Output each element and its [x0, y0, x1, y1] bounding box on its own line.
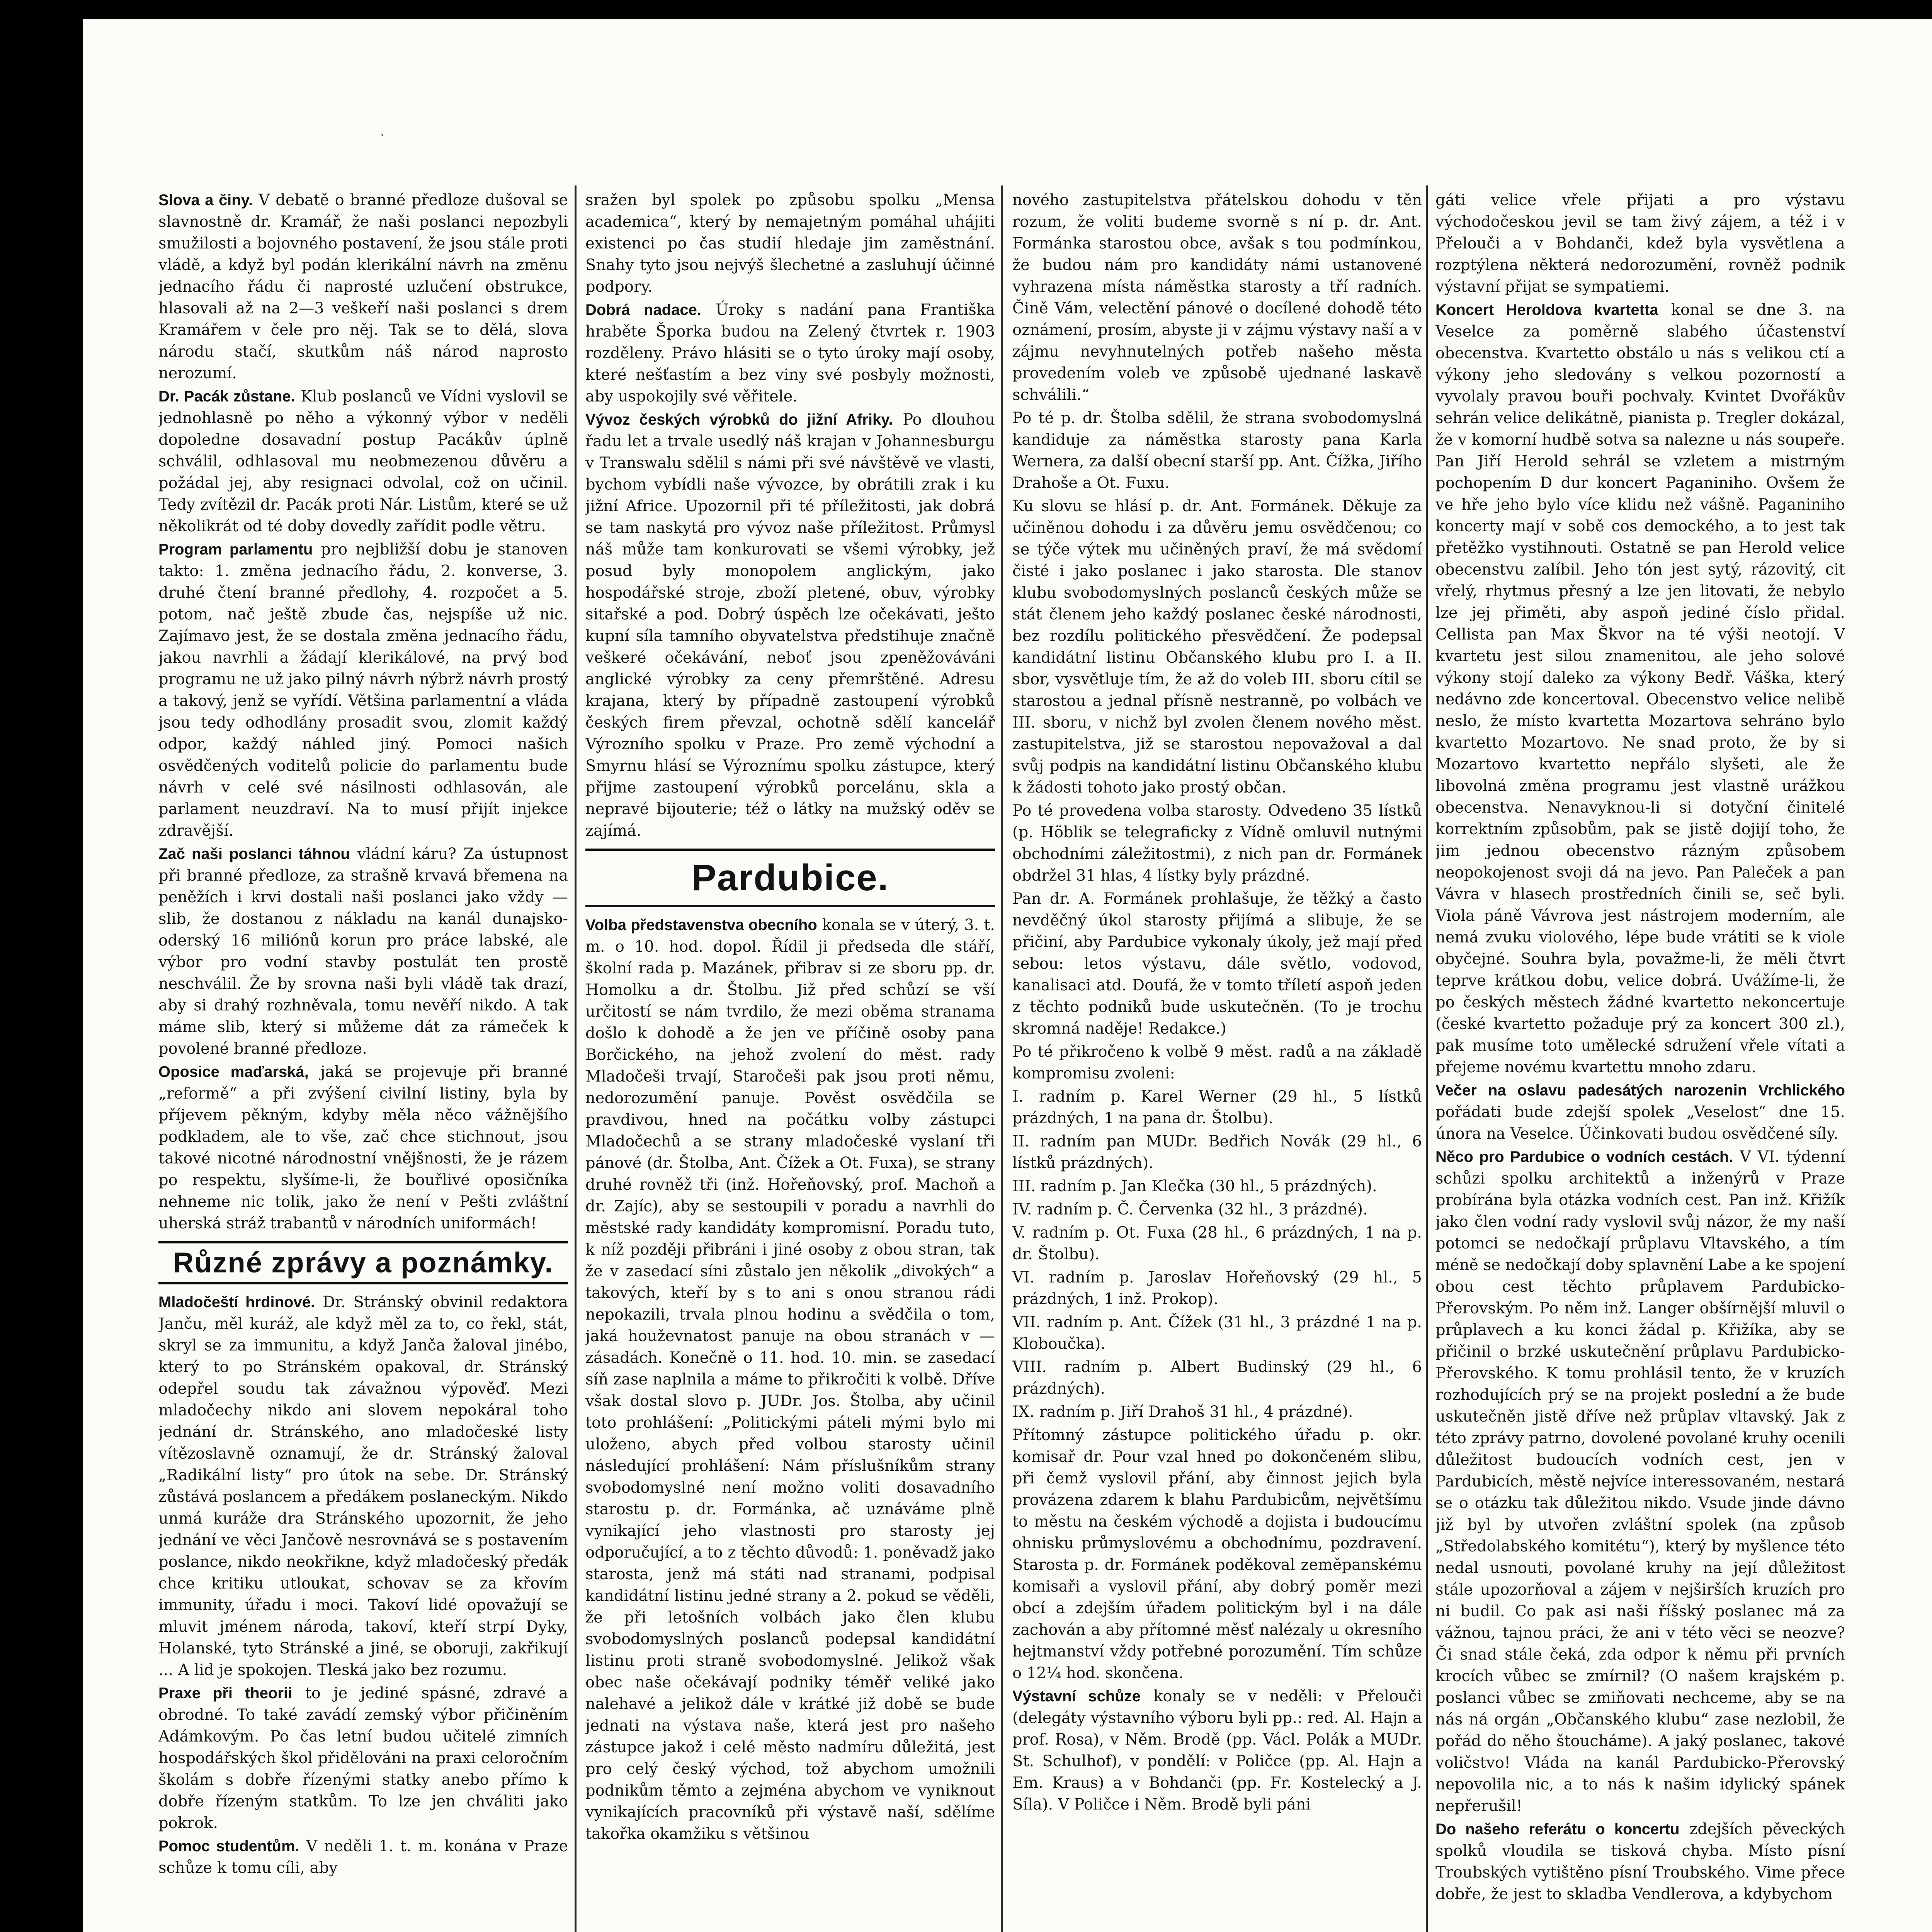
column-4 [1435, 189, 1845, 1932]
article-paragraph [585, 409, 995, 842]
article-paragraph [1012, 1131, 1422, 1174]
section-heading: Různé zprávy a poznámky. [158, 1241, 568, 1284]
newspaper-page [83, 19, 1932, 1932]
article-text: pořádati bude zdejší spolek „Veselost“ dne 15. února na Veselce. Účinkovati budou osvědčené síly. [1435, 1103, 1845, 1143]
article-paragraph [585, 299, 995, 407]
article-text: Po dlouhou řadu let a trvale usedlý náš krajan v Johannesburgu v Transwalu sdělil s námi při své návštěvě ve vlasti, bychom vybídli naše vývozce, by obrátili zrak i ku jižní Africe. Upozornil při té příležitosti, jak dobrá se tam naskytá pro vývoz naše příležitost. Průmysl náš může tam konkurovati se všemi výrobky, jež posud byly monopolem anglickým, jako hospodářské stroje, zboží pletené, obuv, výrobky sitařské a pod. Dobrý úspěch lze očekávati, ješto kupní síla tamního obyvatelstva předstihuje značně veškeré očekávání, neboť jsou zpeněžováváni anglické výrobky za ceny přemrštěné. Adresu krajana, který by případně zastoupení výrobků českých firem převzal, ochotně sdělí kancelář Výrozního spolku v Praze. Pro země východní a Smyrnu hlásí se Výroznímu spolku zástupce, který přijme zastoupení výrobků porcelánu, skla a nepravé bijouterie; též o látky na mužský oděv se zajímá. [585, 411, 995, 840]
article-paragraph [1435, 1080, 1845, 1145]
article-paragraph [1012, 1401, 1422, 1423]
article-text: konal se dne 3. na Veselce za poměrně slabého účastenství obecenstva. Kvartetto obstálo u nás s velikou ctí a výkony jeho sledovány s velkou pozorností a vyvolaly pravou bouři pochvaly. Kvintet Dvořákův sehrán velice delikátně, pianista p. Tregler dokázal, že v komorní hudbě sotva sa nalezne u nás soupeře. Pan Jiří Herold sehrál se vzletem a mistrným pochopením D dur koncert Paganiniho. Ovšem že ve hře jeho bylo více klidu než vášně. Paganiniho koncerty mají v sobě cos demockého, a to jest tak přetěžko vystihnouti. Ostatně se pan Herold velice obecenstvu zalíbil. Jeho tón jest sytý, rázovitý, cit vřelý, rhytmus přesný a lze jen litovati, že nebylo lze jej přiměti, aby aspoň jediné číslo přidal. Cellista pan Max Škvor na té výši neotojí. V kvartetu jest silou znamenitou, ale jeho solové výkony stojí daleko za výkony Bedř. Váška, který nedávno zde koncertoval. Obecenstvo velice nelibě neslo, že místo kvartetta Mozartova sehráno bylo kvartetto Mozartovo. Ne snad proto, že by si Mozartovo kvartetto nepřálo slyšeti, ale že libovolná změna programu jest vlastně urážkou obecenstva. Nenavyknou-li si dotyční činitelé korrektním způsobům, pak se jistě dojijí toho, že jim jednou obecenstvo rázným způsobem neopokojenost svoji dá na jevo. Pan Paleček a pan Vávra v hlasech prostředních činili se, seč byli. Viola páně Vávrova jest nástrojem moderním, ale nemá zvuku violového, lépe bude vrátiti se k viole obyčejné. Souhra byla, považme-li, že měli čtvrt teprve krátkou dobu, velice dobrá. Uvážíme-li, že po českých městech žádné kvartetto nekoncertuje (české kvartetto požaduje prý za koncert 300 zl.), pak musíme toto umělecké sdružení vřele vítati a přejeme novému kvartettu mnoho zdaru. [1435, 301, 1845, 1076]
article-text: vládní káru? Za ústupnost při branné předloze, za strašně krvavá břemena na peněžích i krvi dostali naši poslanci jako vždy — slib, že dostanou z nákladu na kanál dunajsko-oderský 16 miliónů korun pro práce labské, ale výbor pro vodní stavby postulát ten prostě neschválil. Že by srovna naši byli vládě tak drazí, aby si drahý rozhněvala, tomu nevěří nikdo. A tak máme slib, který si můžeme dát za rámeček k povolené branné předloze. [158, 845, 568, 1058]
article-text: Klub poslanců ve Vídni vyslovil se jednohlasně po něho a výkonný výbor v neděli dopoledne dosavadní postup Pacákův úplně schválil, odhlasoval mu neobmezenou důvěru a požádal jej, aby resignaci odvolal, což on učinil. Tedy zvítězil dr. Pacák proti Nár. Listům, které se už několikrát od té doby dovedly zařídit podle větru. [158, 388, 568, 535]
article-headline: Dobrá nadace. [585, 301, 701, 318]
article-headline: Volba představenstva obecního [585, 917, 817, 934]
article-paragraph [1012, 189, 1422, 406]
column-rule [575, 185, 577, 1932]
article-text: Úroky s nadání pana Františka hraběte Šporka budou na Zelený čtvrtek r. 1903 rozděleny. Právo hlásiti se o tyto úroky mají osoby, které nešťastím a bez viny své posbyly možnosti, aby uspokojily své věřitele. [585, 301, 995, 405]
article-text: nového zastupitelstva přátelskou dohodu v těn rozum, že voliti budeme svorně s ní p. dr. Ant. Formánka starostou obce, avšak s tou podmínkou, že budou nám pro kandidáty námi ustanovené vyhrazena místa náměstka starosty a tří radních. Čině Vám, velectění pánové o docílené dohodě této oznámení, prosím, abyste ji v zájmu výstavy naší a v zájmu nevyhnutelných potřeb našeho města provedením voleb ve způsobě ujednané laskavě schválili.“ [1012, 191, 1422, 404]
column-2 [585, 189, 995, 1932]
article-paragraph [1012, 1175, 1422, 1197]
article-paragraph [1012, 800, 1422, 886]
article-paragraph [158, 1682, 568, 1834]
article-headline: Vývoz českých výrobků do jižní Afriky. [585, 411, 893, 428]
article-text: Ku slovu se hlásí p. dr. Ant. Formánek. Děkuje za učiněnou dohodu i za důvěru jemu osvědčenou; co se týče výtek mu učiněných praví, že má svědomí čisté i jako poslanec i jako starosta. Dle stanov klubu svobodomyslných poslanců českých může se stát členem jeho každý poslanec české národnosti, bez rozdílu politického přesvědčení. Že podepsal kandidátní listinu Občanského klubu pro I. a II. sbor, vysvětluje tím, že až do voleb III. sboru cítil se starostou a jednal přísně nestranně, po volbách ve III. sboru, v nichž byl zvolen členem nového měst. zastupitelstva, již se starostou nepovažoval a dal svůj podpis na kandidátní listinu Občanského klubu k žádosti tohoto jako prostý občan. [1012, 497, 1422, 796]
article-headline: Koncert Heroldova kvartetta [1435, 301, 1658, 318]
article-paragraph [1012, 1424, 1422, 1684]
article-headline: Něco pro Pardubice o vodních cestách. [1435, 1148, 1733, 1165]
article-paragraph [158, 386, 568, 537]
article-paragraph [158, 189, 568, 384]
article-text: V VI. týdenní schůzi spolku architektů a inženýrů v Praze probírána byla otázka vodních cest. Pan inž. Křižík jako člen vodní rady vyslovil svůj názor, že my naší potomci se nedočkají průplavu Vltavského, a tím méně se nedočkají doby splavnění Labe a ke spojení obou cest těchto průplavem Pardubicko-Přerovským. Po něm inž. Langer obšírnější mluvil o průplavech a ku konci žádal p. Křižíka, aby se přičinil o brzké uskutečnění průplavu Pardubicko-Přerovského. K tomu prohlásil tento, že v kruzích rozhodujících prý se na projekt poslední a že bude uskutečněn jistě dříve než průplav vltavský. Jak z této zprávy patrno, dovolené povolané kruhy ocenili důležitost budoucích vodních cest, jen v Pardubicích, městě nejvíce interessovaném, nestará se o otázku tak důležitou nikdo. Vsude jinde dávno již byl by utvořen zvláštní spolek (na způsob „Středolabského komitétu“), který by myšlence této nedal usnouti, povolané kruhy na její důležitost stále upozorňoval a zájem v nejširších kruzích pro ni budil. Co pak asi naši říšský poslanec má za vážnou, tajnou práci, že ani v této věci se neozve? Či snad stále čeká, zda odpor k němu při prvních krocích vůbec se zmírnil? (O našem krajském p. poslanci vůbec se zmiňovati nechceme, aby se na nás ná orgán „Občanského klubu“ zase nezlobil, že pořád do něho štoucháme). A jaký poslanec, takové voličstvo! Vláda na kanál Pardubicko-Přerovský nepovolila nic, a to nás k našim idylický spánek nepřerušil! [1435, 1148, 1845, 1815]
article-paragraph [1012, 407, 1422, 494]
article-text: II. radním pan MUDr. Bedřich Novák (29 hl., 6 lístků prázdných). [1012, 1133, 1422, 1172]
article-text: jaká se projevuje při branné „reformě“ a při zvýšení civilní listiny, byla by příjevem pěkným, kdyby měla něco vážnějšího podkladem, ale to vše, zač chce stichnout, jsou takové nicotné národnostní vnějšnosti, že je rázem po respektu, slyšíme-li, že bouřlivé oposičníka nehneme nic tolik, jako že není v Pešti zvláštní uherská stráž trabantů v národních uniformách! [158, 1063, 568, 1232]
article-paragraph [1012, 1685, 1422, 1815]
article-text: VIII. radním p. Albert Budinský (29 hl., 6 prázdných). [1012, 1358, 1422, 1398]
article-paragraph [585, 914, 995, 1845]
column-3 [1012, 189, 1422, 1932]
article-text: to je jediné spásné, zdravé a obrodné. To také zavádí zemský výbor přičiněním Adámkovým. Po čas letní budou učitelé zimních hospodářských škol přidělováni na praxi celoročním školám s dobře řízenými statky anebo přímo k dobře řízeným statkům. To lze jen chváliti jako pokrok. [158, 1684, 568, 1832]
article-text: Dr. Stránský obvinil redaktora Janču, měl kuráž, ale když měl za to, co řekl, stát, skryl se za immunitu, a když Janča žaloval jinébo, který to po Stránském opakoval, dr. Stránský odepřel soudu tak závažnou výpověď. Mezi mladočechy nikdo ani slovem nepokáral toho jednání dr. Stránského, ano mladočeské listy vítězoslavně oznamují, že dr. Stránský žaloval „Radikální listy“ pro útok na sebe. Dr. Stránský zůstává poslancem a předákem poslaneckým. Nikdo unmá kuráže dra Stránského upozornit, že jeho jednání ve věci Jančově nesrovnává se s postavením poslance, nikdo neokřikne, když mladočeský předák chce kritiku utloukat, schovav se za křovím immunity, úřadu i moci. Takoví lidé opovažují se mluvit jménem národa, takoví, kteří strpí Dyky, Holanské, tyto Stránské a jiné, se oboruji, zakřikují ... A lid je spokojen. Tleská jako bez rozumu. [158, 1293, 568, 1679]
article-headline: Mladočeští hrdinové. [158, 1294, 315, 1311]
article-paragraph [1012, 1222, 1422, 1265]
article-paragraph [1012, 495, 1422, 798]
article-paragraph [1012, 1086, 1422, 1129]
article-text: IX. radním p. Jiří Drahoš 31 hl., 4 prázdné). [1012, 1403, 1353, 1421]
article-text: Po té provedena volba starosty. Odvedeno 35 lístků (p. Höblik se telegraficky z Vídně omluvil nutnými obchodními záležitostmi), z nich pan dr. Formánek obdržel 31 hlas, 4 lístky byly prázdné. [1012, 802, 1422, 884]
article-paragraph [1435, 299, 1845, 1078]
article-text: gáti velice vřele přijati a pro výstavu východočeskou jevil se tam živý zájem, a též i v Přelouči a v Bohdanči, kdež byla vysvětlena a rozptýlena některá nedorozumění, rovněž podnik výstavní přijat se sympatiemi. [1435, 191, 1845, 296]
article-text: Přítomný zástupce politického úřadu p. okr. komisař dr. Pour vzal hned po dokončeném slibu, při čemž vyslovil přání, aby činnost jejich byla provázena zdarem k blahu Pardubicům, největšímu to městu na českém východě a dojista i budoucímu ohnisku průmyslovému a obchodnímu, pozdravení. Starosta p. dr. Formánek poděkoval zeměpanskému komisaři a vyslovil přání, aby dobrý poměr mezi obcí a zdejším úřadem politickým byl i na dále zachován a aby přítomné měsť nalézaly u okresního hejtmanství vždy potřebné porozumění. Tím schůze o 12¼ hod. skončena. [1012, 1426, 1422, 1682]
article-text: Po té p. dr. Štolba sdělil, že strana svobodomyslná kandiduje za náměstka starosty pana Karla Wernera, za další obecní starší pp. Ant. Čížka, Jiřího Drahoše a Ot. Fuxu. [1012, 409, 1422, 492]
column-1 [158, 189, 568, 1932]
article-text: sražen byl spolek po způsobu spolku „Mensa academica“, který by nemajetným pomáhal uhájiti existenci po čas studií hledaje jim zaměstnání. Snahy tyto jsou nejvýš šlechetné a zasluhují účinné podpory. [585, 191, 995, 296]
article-text: Pan dr. A. Formánek prohlašuje, že těžký a často nevděčný úkol starosty přijímá a slibuje, že se přičiní, aby Pardubice vykonaly úkoly, jež mají před sebou: letos výstavu, dále světlo, vodovod, kanalisaci atd. Doufá, že v tomto tříletí aspoň jeden z těchto podniků bude uskutečněn. (To je trochu skromná naděje! Redakce.) [1012, 890, 1422, 1037]
article-text: konaly se v neděli: v Přelouči (delegáty výstavního výboru byli pp.: red. Al. Hajn a prof. Rosa), v Něm. Brodě (pp. Václ. Polák a MUDr. St. Schulhof), v pondělí: v Poličce (pp. Al. Hajn a Em. Kraus) a v Bohdanči (pp. Fr. Kostelecký a J. Síla). V Poličce i Něm. Brodě byli páni [1012, 1687, 1422, 1813]
article-text: zdejších pěveckých spolků vloudila se tisková chyba. Místo písní Troubských vytištěno písní Troubského. Vime přece dobře, že jest to skladba Vendlerova, a kdybychom [1435, 1820, 1845, 1903]
article-headline: Pomoc studentům. [158, 1838, 299, 1855]
article-paragraph [1435, 189, 1845, 298]
article-text: V. radním p. Ot. Fuxa (28 hl., 6 prázdných, 1 na p. dr. Štolbu). [1012, 1224, 1422, 1263]
article-headline: Oposice maďarská, [158, 1063, 309, 1080]
article-text: IV. radním p. Č. Červenka (32 hl., 3 prázdné). [1012, 1201, 1368, 1218]
article-text: VII. radním p. Ant. Čížek (31 hl., 3 prázdné 1 na p. Kloboučka). [1012, 1313, 1422, 1353]
article-text: Po té přikročeno k volbě 9 měst. radů a na základě kompromisu zvoleni: [1012, 1043, 1422, 1082]
article-paragraph [1012, 1041, 1422, 1084]
article-paragraph [1012, 1267, 1422, 1310]
article-headline: Dr. Pacák zůstane. [158, 388, 295, 405]
article-headline: Do našeho referátu o koncertu [1435, 1821, 1680, 1838]
column-rule [1426, 185, 1428, 1932]
article-paragraph [1435, 1818, 1845, 1905]
article-text: VI. radním p. Jaroslav Hořeňovský (29 hl., 5 prázdných, 1 inž. Prokop). [1012, 1269, 1422, 1308]
article-paragraph [1012, 1311, 1422, 1355]
article-paragraph [158, 1061, 568, 1234]
article-text: I. radním p. Karel Werner (29 hl., 5 lístků prázdných, 1 na pana dr. Štolbu). [1012, 1088, 1422, 1127]
section-heading: Pardubice. [585, 849, 995, 907]
article-paragraph [158, 1291, 568, 1681]
article-headline: Slova a činy. [158, 192, 253, 209]
article-headline: Praxe při theorii [158, 1685, 293, 1702]
article-text: V debatě o branné předloze dušoval se slavnostně dr. Kramář, že naši poslanci nepozbyli smužilosti a bojovného postavení, že jsou stále proti vládě, a když byl podán klerikální návrh na změnu jednacího řádu či naprosté uzlučení obstrukce, hlasovali až na 2—3 veškeří naši poslanci s drem Kramářem v čele pro něj. Tak se to dělá, slova národu stačí, skutkům náš národ naprosto nerozumí. [158, 191, 568, 382]
article-paragraph [1012, 1356, 1422, 1400]
column-rule [1001, 185, 1003, 1932]
article-paragraph [585, 189, 995, 298]
article-paragraph [158, 539, 568, 842]
article-paragraph [1012, 888, 1422, 1039]
article-paragraph [1435, 1146, 1845, 1817]
article-headline: Program parlamentu [158, 541, 313, 558]
article-headline: Večer na oslavu padesátých narozenin Vrchlického [1435, 1082, 1845, 1099]
article-paragraph [158, 1835, 568, 1879]
corner-mark: ‵ [381, 131, 384, 147]
article-text: III. radním p. Jan Klečka (30 hl., 5 prázdných). [1012, 1177, 1377, 1195]
article-headline: Výstavní schůze [1012, 1688, 1141, 1705]
article-text: V neděli 1. t. m. konána v Praze schůze k tomu cíli, aby [158, 1837, 568, 1877]
article-paragraph [1012, 1199, 1422, 1220]
article-paragraph [158, 843, 568, 1060]
article-headline: Zač naši poslanci táhnou [158, 845, 350, 862]
article-text: pro nejbližší dobu je stanoven takto: 1. změna jednacího řádu, 2. konverse, 3. druhé čtení branné předlohy, 4. rozpočet a 5. potom, nač ještě zbude čas, nejspíše už nic. Zajímavo jest, že se dostala změna jednacího řádu, jakou navrhli a žádají klerikálové, na prvý bod programu ne už jako pilný návrh nýbrž návrh prostý a takový, jenž se vyřídí. Většina parlamentní a vláda jsou tedy odhodlány prosadit svou, zlomit každý odpor, každý náhled jiný. Pomoci našich osvědčených voditelů policie do parlamentu bude návrh v celé své násilnosti odhlasován, ale parlament neuzdraví. Na to musí přijít injekce zdravější. [158, 541, 568, 840]
article-text: konala se v úterý, 3. t. m. o 10. hod. dopol. Řídil ji předseda dle stáří, školní rada p. Mazánek, přibrav si ze sboru pp. dr. Homolku a dr. Štolbu. Již před schůzí se vší určitostí se nám tvrdilo, že mezi oběma stranama došlo k dohodě a že jen ve příčině osoby pana Borčického, na jehož zvolení do měst. rady Mladočeši trvají, Staročeši pak jsou proti němu, nedorozumění panuje. Pověst osvědčila se pravdivou, hned na počátku volby zástupci Mladočechů a se strany mladočeské vyslaní tři pánové (dr. Štolba, Ant. Čížek a Ot. Fuxa), se strany druhé rovněž tři (inž. Hořeňovský, prof. Machoň a dr. Zajíc), aby se sestoupili v poradu a navrhli do městské rady kandidáty kompromisní. Poradu tuto, k níž později přibráni i jiné osoby z obou stran, tak že v zasedací síni zůstalo jen několik „divokých“ a takových, kteří by s to ani s onou stranou rádi nepokazili, trvala plnou hodinu a svědčila o tom, jaká houževnatost panuje na obou stranách v — zásadách. Konečně o 11. hod. 10. min. se zasedací síň zase naplnila a máme to přikročiti k volbě. Dříve však dostal slovo p. JUDr. Jos. Štolba, aby učinil toto prohlášení: „Politickými páteli mými bylo mi uloženo, abych před volbou starosty učinil následující prohlášení: Nám příslušníkům strany svobodomyslné není možno voliti dosavadního starostu p. dr. Formánka, ač uznáváme plně vynikající jeho vlastnosti pro starosty jej odporučující, a to z těchto důvodů: 1. poněvadž jako starosta, jenž má státi nad stranami, podpisal kandidátní listinu jedné strany a 2. pokud se věděli, že při letošních volbách jako člen klubu svobodomyslných poslanců podepsal kandidátní listinu proti straně svobodomyslné. Jelikož však obec naše očekávají podniky téměř veliké jako nalehavé a jelikož dále v krátké již době se bude jednati na výstava naše, která jest pro našeho zástupce jakož i celé město nadmíru důležitá, jest pro celý český východ, tož abychom umožnili podnikům těmto a zejména abychom ve vyniknout vynikajících pracovníků při výstavě naší, sdělíme takořka okamžiku s většinou [585, 916, 995, 1843]
